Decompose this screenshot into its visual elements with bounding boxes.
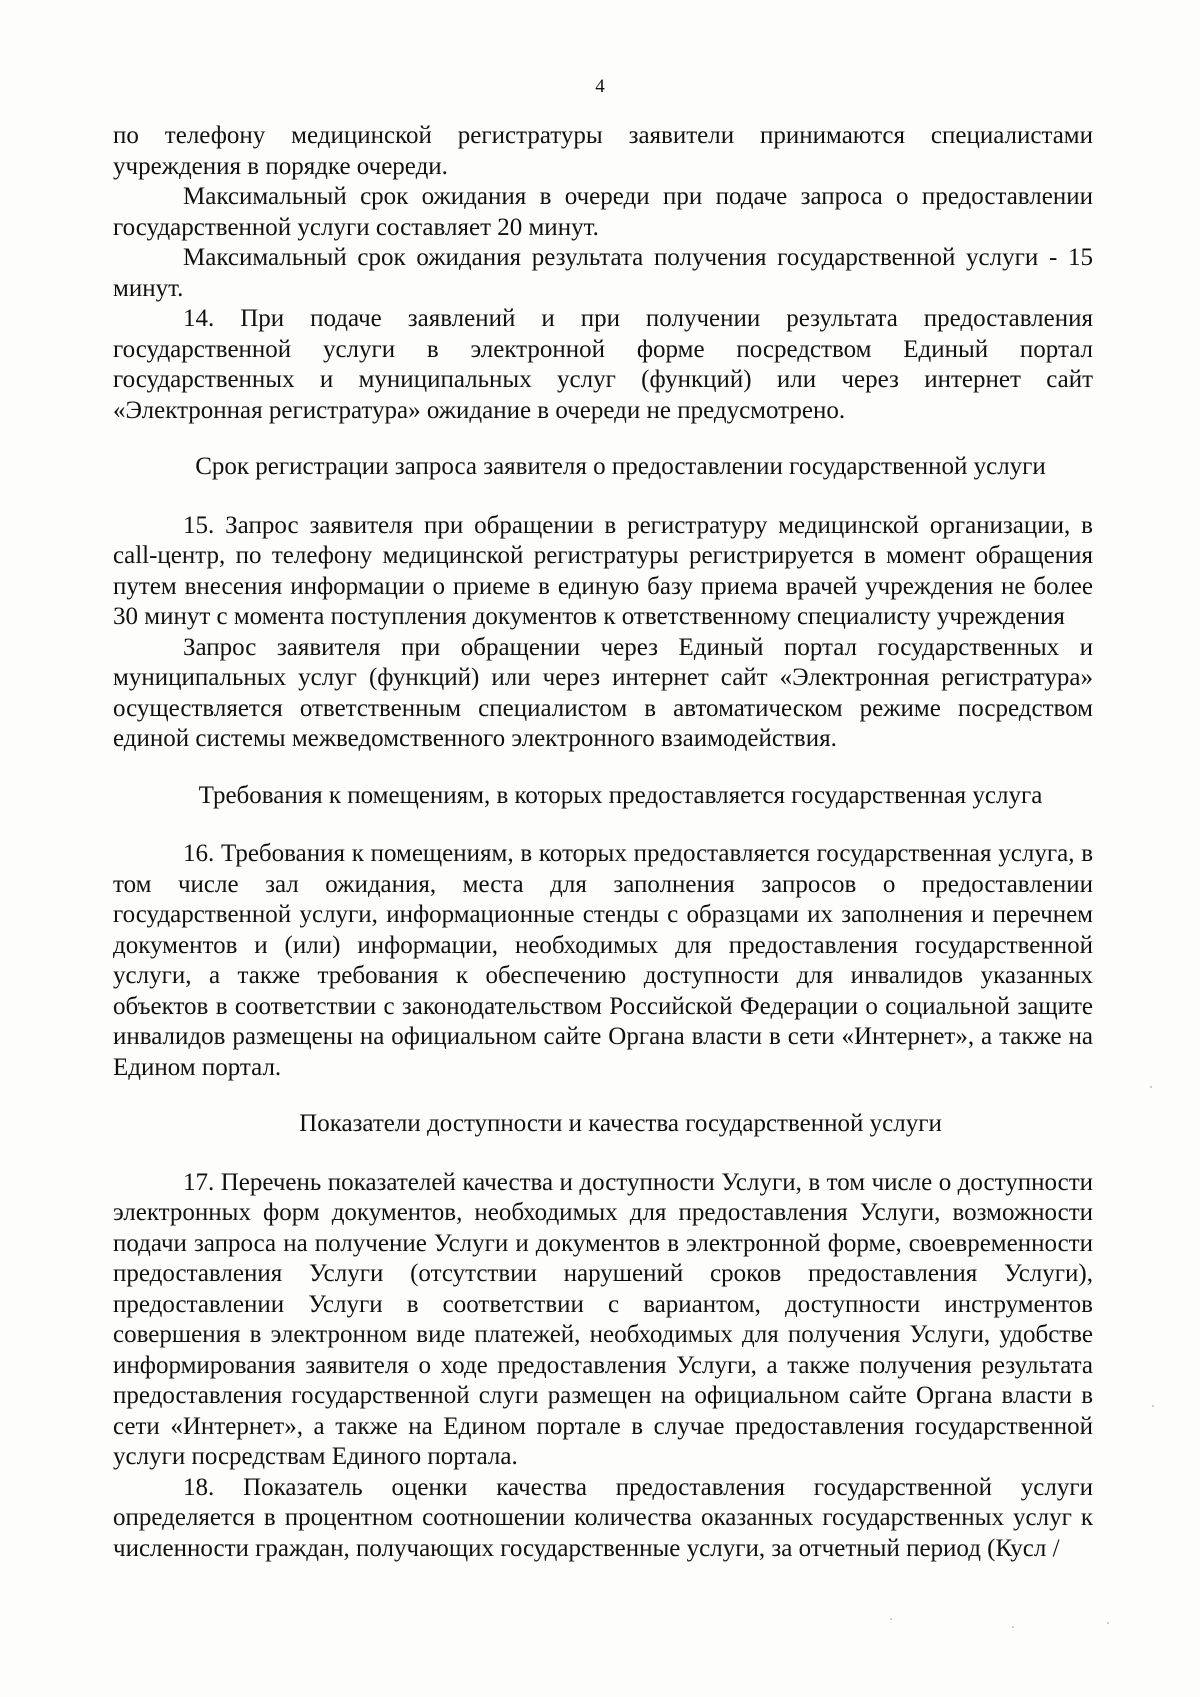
document-body bbox=[113, 121, 1093, 1564]
page-number: 4 bbox=[595, 76, 605, 97]
section-heading-premises: Требования к помещениям, в которых предоставляется государственная услуга bbox=[198, 781, 1043, 809]
scan-speck bbox=[1150, 1086, 1152, 1088]
paragraph-14: 14. При подаче заявлений и при получении результата предоставления государственной услуги в электронной форме посредством Единый портал государственных и муниципальных услуг (функций) или через интернет сайт «Электронная регистратура» ожидание в очереди не предусмотрено. bbox=[113, 305, 1093, 424]
scan-speck bbox=[890, 1618, 892, 1620]
paragraph-result-wait-time: Максимальный срок ожидания результата получения государственной услуги - 15 минут. bbox=[113, 244, 1093, 302]
scan-speck bbox=[1152, 1405, 1154, 1407]
paragraph-continuation: по телефону медицинской регистратуры заявители принимаются специалистами учреждения в порядке очереди. bbox=[113, 122, 1093, 180]
section-heading-quality: Показатели доступности и качества государственной услуги bbox=[299, 1110, 942, 1137]
paragraph-queue-wait-time: Максимальный срок ожидания в очереди при подаче запроса о предоставлении государственной услуги составляет 20 минут. bbox=[113, 183, 1093, 241]
scan-speck bbox=[1012, 1626, 1014, 1628]
paragraph-15: 15. Запрос заявителя при обращении в регистратуру медицинской организации, в call-центр, по телефону медицинской регистратуры регистрируется в момент обращения путем внесения информации о приеме в единую базу приема врачей учреждения не более 30 минут с момента поступления документов к ответственному специалисту учреждения bbox=[113, 511, 1093, 630]
paragraph-15-online: Запрос заявителя при обращении через Единый портал государственных и муниципальных услуг (функций) или через интернет сайт «Электронная регистратура» осуществляется ответственным специалистом в автоматическом режиме посредством единой системы межведомственного электронного взаимодействия. bbox=[113, 633, 1093, 752]
paragraph-17: 17. Перечень показателей качества и доступности Услуги, в том числе о доступности электронных форм документов, необходимых для предоставления Услуги, возможности подачи запроса на получение Услуги и документов в электронной форме, своевременности предоставления Услуги (отсутствии нарушений сроков предоставления Услуги), предоставлении Услуги в соответствии с вариантом, доступности инструментов совершения в электронном виде платежей, необходимых для получения Услуги, удобстве информирования заявителя о ходе предоставления Услуги, а также получения результата предоставления государственной слуги размещен на официальном сайте Органа власти в сети «Интернет», а также на Едином портале в случае предоставления государственной услуги посредствам Единого портала. bbox=[113, 1168, 1093, 1470]
paragraph-16: 16. Требования к помещениям, в которых предоставляется государственная услуга, в том числе зал ожидания, места для заполнения запросов о предоставлении государственной услуги, информационные стенды с образцами их заполнения и перечнем документов и (или) информации, необходимых для предоставления государственной услуги, а также требования к обеспечению доступности для инвалидов указанных объектов в соответствии с законодательством Российской Федерации о социальной защите инвалидов размещены на официальном сайте Органа власти в сети «Интернет», а также на Едином портал. bbox=[113, 840, 1093, 1081]
section-heading-registration: Срок регистрации запроса заявителя о предоставлении государственной услуги bbox=[195, 453, 1046, 480]
scan-speck bbox=[1107, 1622, 1109, 1624]
paragraph-18: 18. Показатель оценки качества предоставления государственной услуги определяется в процентном соотношении количества оказанных государственных услуг к численности граждан, получающих государственные услуги, за отчетный период (Кусл / bbox=[113, 1473, 1093, 1562]
